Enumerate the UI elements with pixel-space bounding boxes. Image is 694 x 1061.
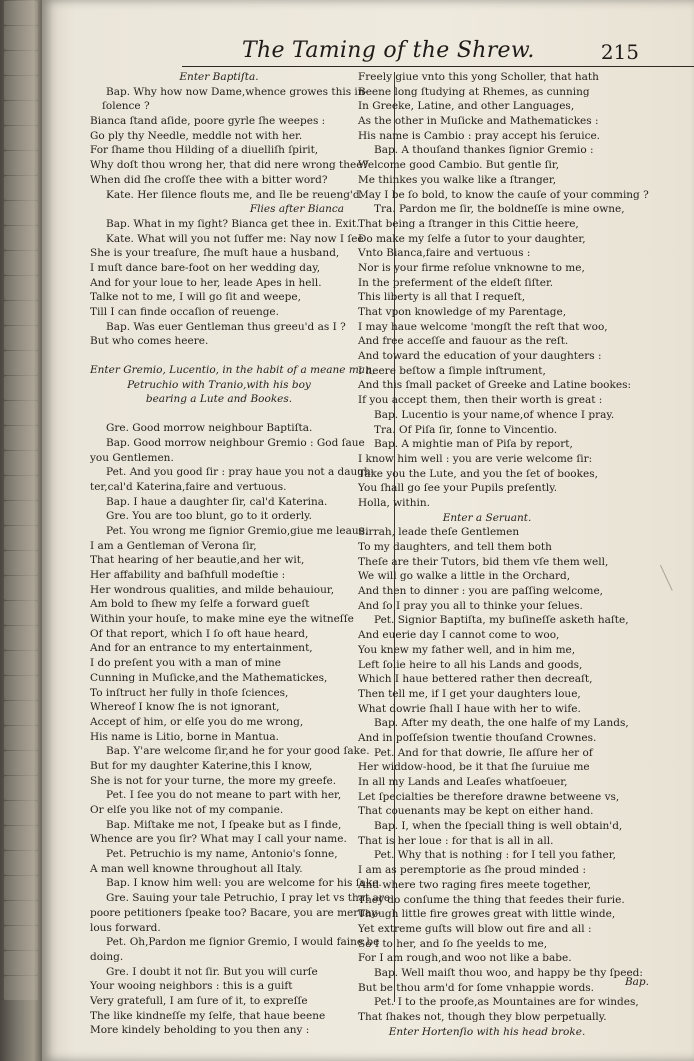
text-line: poore petitioners ſpeake too? Bacare, you are meruay-: [90, 906, 381, 919]
running-title: The Taming of the Shrew.: [242, 38, 535, 63]
text-line: Beene long ſtudying at Rhemes, as cunning: [358, 85, 590, 98]
text-line: Bap. Lucentio is your name,of whence I pray.: [374, 408, 615, 421]
text-line: And then to dinner : you are paſſing welcome,: [358, 585, 604, 598]
text-line: Bap. Good morrow neighbour Gremio : God ſaue: [106, 436, 365, 449]
text-line: Bap. I know him well: you are welcome for his ſake.: [106, 877, 382, 890]
text-line: To inſtruct her fully in thoſe ſciences,: [90, 686, 289, 699]
text-line: His name is Litio, borne in Mantua.: [90, 730, 279, 743]
text-line: I know him well : you are verie welcome ſir:: [358, 452, 593, 465]
text-line: Why doſt thou wrong her, that did nere wrong thee?: [90, 159, 369, 172]
text-line: They do conſume the thing that feedes their furie.: [358, 893, 625, 906]
text-line: Flies after Bianca: [249, 203, 344, 216]
text-line: Yet extreme guſts will blow out fire and all :: [358, 922, 592, 935]
text-line: The like kindneſſe my ſelfe, that haue beene: [90, 1009, 326, 1022]
text-line: This liberty is all that I requeſt,: [358, 291, 526, 304]
left-column: [90, 70, 391, 1038]
text-line: You knew my father well, and in him me,: [358, 643, 576, 656]
text-line: Sirrah, leade theſe Gentlemen: [358, 526, 520, 539]
text-line: Freely giue vnto this yong Scholler, that hath: [358, 71, 599, 83]
text-line: Take you the Lute, and you the ſet of bookes,: [358, 467, 598, 480]
text-line: Bap. What in my ſight? Bianca get thee in. Exit.: [106, 217, 360, 230]
text-line: Enter a Seruant.: [442, 511, 532, 524]
text-line: Bap. Miſtake me not, I ſpeake but as I finde,: [106, 818, 342, 831]
text-line: Bap. A thouſand thankes ſignior Gremio :: [374, 144, 594, 157]
text-line: Within your houſe, to make mine eye the witneſſe: [90, 613, 354, 626]
text-line: That is her loue : for that is all in all.: [358, 834, 554, 847]
text-line: Pet. And you good ſir : pray haue you not a daugh-: [106, 466, 375, 479]
text-line: Very gratefull, I am ſure of it, to expreſſe: [90, 994, 308, 1007]
text-line: ter,cal'd Katerina,faire and vertuous.: [90, 480, 287, 493]
page-number: 215: [600, 40, 639, 64]
text-line: His name is Cambio : pray accept his ſeruice.: [358, 129, 601, 142]
text-line: Pet. I ſee you do not meane to part with her,: [106, 789, 342, 802]
text-line: To my daughters, and tell them both: [358, 541, 552, 553]
text-line: She is your treaſure, ſhe muſt haue a husband,: [90, 247, 340, 260]
text-line: Your wooing neighbors : this is a guift: [90, 980, 293, 993]
text-line: And in poſſeſsion twentie thouſand Crownes.: [358, 731, 597, 744]
text-line: I may haue welcome 'mongſt the reſt that woo,: [358, 320, 608, 333]
text-line: Her widdow-hood, be it that ſhe ſuruiue me: [358, 761, 590, 774]
text-line: So I to her, and ſo ſhe yeelds to me,: [358, 937, 548, 950]
text-line: Whereof I know ſhe is not ignorant,: [90, 701, 280, 714]
margin-mark: [660, 557, 689, 590]
text-line: But be thou arm'd for ſome vnhappie words.: [358, 981, 595, 994]
text-line: Whence are you ſir? What may I call your name.: [90, 833, 347, 846]
catchword: Bap.: [624, 976, 649, 988]
text-line: Vnto Bianca,faire and vertuous :: [358, 247, 531, 260]
text-line: That ſhakes not, though they blow perpetually.: [358, 1011, 607, 1023]
text-line: That being a ſtranger in this Cittie heere,: [358, 217, 579, 230]
text-line: [90, 356, 348, 363]
right-column: [358, 70, 649, 1039]
text-line: Am bold to ſhew my ſelfe a forward gueſt: [90, 598, 310, 611]
text-line: Holla, within.: [358, 496, 430, 509]
text-line: Left ſolie heire to all his Lands and goods,: [358, 658, 583, 671]
text-line: And where two raging fires meete together,: [358, 878, 591, 891]
text-line: When did ſhe croſſe thee with a bitter word?: [90, 173, 328, 186]
text-line: ſolence ?: [102, 100, 150, 113]
text-line: But who comes heere.: [90, 335, 209, 348]
text-line: Bap. Why how now Dame,whence growes this in-: [106, 85, 369, 98]
text-line: You ſhall go ſee your Pupils preſently.: [358, 482, 558, 495]
text-line: lous forward.: [90, 921, 161, 934]
text-line: For I am rough,and woo not like a babe.: [358, 952, 572, 965]
text-line: Though little fire growes great with little winde,: [358, 908, 616, 921]
text-line: Enter Gremio, Lucentio, in the habit of a meane man,: [90, 364, 376, 377]
text-line: Enter Hortenſio with his head broke.: [388, 1025, 586, 1038]
text-line: Bap. Well maiſt thou woo, and happy be thy ſpeed:: [374, 966, 643, 979]
text-line: But for my daughter Katerine,this I know,: [90, 759, 313, 772]
text-line: Bap. Was euer Gentleman thus greeu'd as I ?: [106, 320, 346, 333]
text-line: you Gentlemen.: [90, 451, 174, 464]
text-line: Or elſe you like not of my companie.: [90, 804, 284, 816]
text-line: Then tell me, if I get your daughters loue,: [358, 687, 581, 700]
text-line: And this ſmall packet of Greeke and Latine bookes:: [358, 379, 631, 392]
text-line: That hearing of her beautie,and her wit,: [90, 554, 305, 567]
text-line: For ſhame thou Hilding of a diuelliſh ſpirit,: [90, 144, 319, 157]
text-line: Petruchio with Tranio,with his boy: [127, 378, 311, 391]
text-line: Tra. Pardon me ſir, the boldneſſe is mine owne,: [374, 203, 625, 216]
text-line: Bap. I haue a daughter ſir, cal'd Katerina.: [106, 495, 328, 508]
text-line: Bianca ſtand aſide, poore gyrle ſhe weepes :: [90, 115, 326, 128]
text-line: Bap. I, when the ſpeciall thing is well obtain'd,: [374, 820, 623, 833]
text-line: Bap. A mightie man of Piſa by report,: [374, 438, 573, 451]
text-line: In all my Lands and Leaſes whatſoeuer,: [358, 776, 568, 788]
text-line: Kate. Her ſilence flouts me, and Ile be reueng'd.: [106, 188, 363, 201]
text-line: [90, 349, 348, 356]
text-line: [90, 407, 348, 414]
text-line: Talke not to me, I will go ſit and weepe,: [90, 291, 301, 304]
text-line: Nor is your firme reſolue vnknowne to me,: [358, 261, 585, 274]
text-line: A man well knowne throughout all Italy.: [90, 862, 303, 875]
text-line: She is not for your turne, the more my greefe.: [90, 774, 337, 787]
text-line: More kindely beholding to you then any :: [90, 1024, 310, 1037]
text-line: And for your loue to her, leade Apes in hell.: [90, 276, 322, 289]
text-line: Pet. Why that is nothing : for I tell you father,: [374, 849, 616, 862]
text-line: Pet. Signior Baptiſta, my buſineſſe asketh haſte,: [374, 614, 629, 627]
text-line: Kate. What will you not ſuffer me: Nay now I ſee: [106, 232, 364, 245]
text-line: Pet. Oh,Pardon me ſignior Gremio, I would faine be: [106, 936, 380, 949]
text-line: Of that report, which I ſo oft haue heard,: [90, 627, 309, 640]
text-line: And toward the education of your daughters :: [358, 350, 602, 363]
text-line: Gre. I doubt it not ſir. But you will curſe: [106, 965, 318, 978]
text-line: Me thinkes you walke like a ſtranger,: [358, 173, 557, 186]
text-line: Which I haue bettered rather then decreaſt,: [358, 673, 593, 686]
text-line: I do preſent you with a man of mine: [90, 657, 282, 670]
text-line: bearing a Lute and Bookes.: [145, 393, 293, 406]
text-line: If you accept them, then their worth is great :: [358, 394, 603, 407]
text-line: Do make my ſelfe a ſutor to your daughter,: [358, 232, 586, 245]
text-line: [90, 414, 348, 421]
text-line: Gre. You are too blunt, go to it orderly.: [106, 510, 312, 523]
text-line: Enter Baptiſta.: [179, 71, 259, 83]
text-line: In the preferment of the eldeſt ſiſter.: [358, 276, 554, 289]
text-line: Pet. You wrong me ſignior Gremio,giue me leaue.: [106, 524, 369, 537]
text-line: That vpon knowledge of my Parentage,: [358, 306, 567, 318]
text-line: Go ply thy Needle, meddle not with her.: [90, 129, 303, 142]
text-line: And euerie day I cannot come to woo,: [358, 629, 560, 642]
text-line: And for an entrance to my entertainment,: [90, 642, 313, 655]
text-line: Theſe are their Tutors, bid them vſe them well,: [358, 555, 609, 568]
text-line: Bap. After my death, the one halfe of my Lands,: [374, 717, 629, 730]
text-line: Gre. Sauing your tale Petruchio, I pray let vs that are: [106, 892, 391, 905]
running-header: [182, 36, 694, 67]
text-line: Cunning in Muſicke,and the Mathematickes,: [90, 671, 328, 684]
text-line: Bap. Y'are welcome ſir,and he for your good ſake.: [106, 745, 370, 758]
text-line: Accept of him, or elſe you do me wrong,: [90, 715, 304, 728]
text-line: As the other in Muſicke and Mathematickes :: [358, 115, 599, 128]
text-line: doing.: [90, 950, 124, 963]
text-line: Till I can finde occaſion of reuenge.: [90, 306, 279, 318]
text-line: May I be ſo bold, to know the cauſe of your comming ?: [358, 188, 649, 201]
text-line: That couenants may be kept on either hand.: [358, 805, 594, 818]
text-line: Gre. Good morrow neighbour Baptiſta.: [106, 422, 313, 435]
text-line: I muſt dance bare-foot on her wedding day,: [90, 261, 321, 274]
text-line: Welcome good Cambio. But gentle ſir,: [358, 159, 560, 172]
text-line: And free acceſſe and fauour as the reſt.: [358, 335, 569, 348]
facing-page-edge: [0, 0, 42, 1061]
text-line: Pet. I to the proofe,as Mountaines are for windes,: [374, 996, 639, 1009]
text-line: In Greeke, Latine, and other Languages,: [358, 100, 575, 113]
text-line: Her affability and baſhfull modeſtie :: [90, 569, 286, 581]
text-line: I am as peremptorie as ſhe proud minded :: [358, 864, 587, 877]
text-line: Pet. Petruchio is my name, Antonio's ſonne,: [106, 848, 338, 861]
text-line: Let ſpecialties be therefore drawne betweene vs,: [358, 790, 620, 803]
text-line: Tra. Of Piſa ſir, ſonne to Vincentio.: [374, 423, 558, 436]
text-line: And ſo I pray you all to thinke your ſelues.: [358, 599, 583, 612]
text-line: What dowrie ſhall I haue with her to wife.: [358, 702, 581, 715]
text-line: I am a Gentleman of Verona ſir,: [90, 539, 257, 552]
text-line: We will go walke a little in the Orchard,: [358, 570, 571, 583]
text-line: I heere beſtow a ſimple inſtrument,: [358, 364, 546, 377]
text-line: Her wondrous qualities, and milde behauiour,: [90, 583, 335, 596]
text-line: Pet. And for that dowrie, Ile aſſure her of: [374, 746, 593, 759]
